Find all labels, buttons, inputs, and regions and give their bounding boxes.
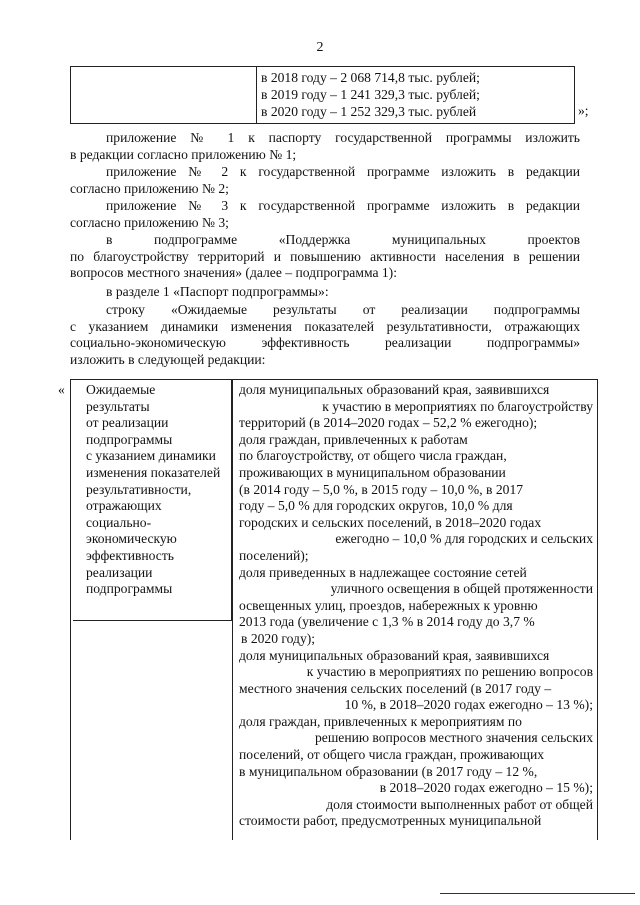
value-line: освещенных улиц, проездов, набережных к уровню (239, 597, 538, 613)
paragraph-line: приложение № 1 к паспорту государственной программы изложить (106, 130, 580, 145)
value-line: решению вопросов местного значения сельских (315, 730, 593, 746)
value-line: уличного освещения в общей протяженности (330, 581, 593, 597)
paragraph-appendix-2 (70, 164, 580, 197)
expected-results-values (239, 382, 593, 830)
paragraph-line: с указанием динамики изменения показателей результативности, отражающих (70, 318, 580, 334)
label-line: результаты (86, 398, 150, 414)
label-line: от реализации (86, 415, 169, 431)
paragraph-line: изложить в следующей редакции: (70, 351, 266, 367)
paragraph-row-replace (70, 302, 580, 368)
paragraph-line: согласно приложению № 3; (70, 214, 229, 230)
paragraph-subprogram (70, 232, 580, 282)
paragraph-line: в разделе 1 «Паспорт подпрограммы»: (106, 284, 329, 299)
value-line: местного значения сельских поселений (в 2017 году – (239, 680, 552, 696)
value-line: ежегодно – 10,0 % для городских и сельских (335, 531, 593, 547)
value-line: (в 2014 году – 5,0 %, в 2015 году – 10,0 %, в 2017 (239, 481, 524, 497)
expected-results-label (86, 382, 228, 598)
value-line: городских и сельских поселений, в 2018–2020 годах (239, 514, 542, 530)
paragraph-line: в подпрограмме «Поддержка муниципальных проектов (106, 232, 580, 247)
value-line: 10 %, в 2018–2020 годах ежегодно – 13 %); (344, 697, 593, 713)
paragraph-line: согласно приложению № 2; (70, 180, 229, 196)
value-line: доля граждан, привлеченных к работам (239, 431, 468, 447)
page-number: 2 (316, 40, 324, 55)
label-line: реализации (86, 564, 153, 580)
budget-row-2018: в 2018 году – 2 068 714,8 тыс. рублей; (261, 70, 480, 85)
value-line: поселений); (239, 547, 309, 563)
label-line: социально- (86, 514, 152, 530)
paragraph-section (70, 284, 580, 301)
budget-cell (261, 69, 571, 120)
label-line: Ожидаемые (86, 382, 156, 397)
opening-quote: « (58, 382, 65, 397)
closing-quote: »; (578, 103, 589, 118)
label-line: экономическую (86, 531, 177, 547)
value-line: году – 5,0 % для городских округов, 10,0 % для (239, 498, 513, 514)
value-line: доля муниципальных образований края, заявившихся (239, 382, 550, 397)
value-line: к участию в мероприятиях по благоустройству (322, 398, 593, 414)
paragraph-line: по благоустройству территорий и повышению активности населения в решении (70, 248, 580, 264)
label-line: отражающих (86, 498, 162, 514)
value-line: доля граждан, привлеченных к мероприятиям по (239, 713, 522, 729)
value-line: в муниципальном образовании (в 2017 году – 12 %, (239, 763, 538, 779)
label-line: подпрограммы (86, 581, 173, 597)
expected-results-table (70, 379, 598, 840)
budget-row-2019: в 2019 году – 1 241 329,3 тыс. рублей; (261, 87, 480, 102)
footer-rule (440, 893, 635, 894)
value-line: в 2020 году); (241, 630, 316, 646)
paragraph-appendix-1 (70, 130, 580, 163)
value-line: по благоустройству, от общего числа граждан, (239, 448, 507, 464)
table-column-divider (232, 380, 233, 840)
value-line: поселений, от общего числа граждан, проживающих (239, 747, 545, 763)
value-line: стоимости работ, предусмотренных муниципальной (239, 813, 542, 829)
label-line: эффективность (86, 547, 174, 563)
value-line: доля стоимости выполненных работ от общей (326, 796, 593, 812)
paragraph-line: в редакции согласно приложению № 1; (70, 146, 297, 162)
label-line: результативности, (86, 481, 192, 497)
value-line: в 2018–2020 годах ежегодно – 15 %); (379, 780, 593, 796)
value-line: доля приведенных в надлежащее состояние сетей (239, 564, 527, 580)
value-line: к участию в мероприятиях по решению вопросов (306, 664, 593, 680)
label-line: с указанием динамики (86, 448, 216, 464)
paragraph-line: строку «Ожидаемые результаты от реализации подпрограммы (106, 302, 580, 317)
value-line: доля муниципальных образований края, заявившихся (239, 647, 550, 663)
value-line: территорий (в 2014–2020 годах – 52,2 % ежегодно); (239, 415, 538, 431)
value-line: 2013 года (увеличение с 1,3 % в 2014 году до 3,7 % (239, 614, 535, 630)
paragraph-appendix-3 (70, 198, 580, 231)
table-column-divider (256, 67, 257, 123)
paragraph-line: приложение № 3 к государственной программе изложить в редакции (106, 198, 580, 213)
value-line: проживающих в муниципальном образовании (239, 464, 506, 480)
paragraph-line: приложение № 2 к государственной программе изложить в редакции (106, 164, 580, 179)
budget-table (70, 66, 575, 124)
label-line: изменения показателей (86, 464, 221, 480)
budget-row-2020: в 2020 году – 1 252 329,3 тыс. рублей (261, 104, 477, 119)
paragraph-line: вопросов местного значения» (далее – подпрограмма 1): (70, 265, 397, 281)
paragraph-line: социально-экономическую эффективность реализации подпрограммы» (70, 335, 580, 351)
label-line: подпрограммы (86, 431, 173, 447)
